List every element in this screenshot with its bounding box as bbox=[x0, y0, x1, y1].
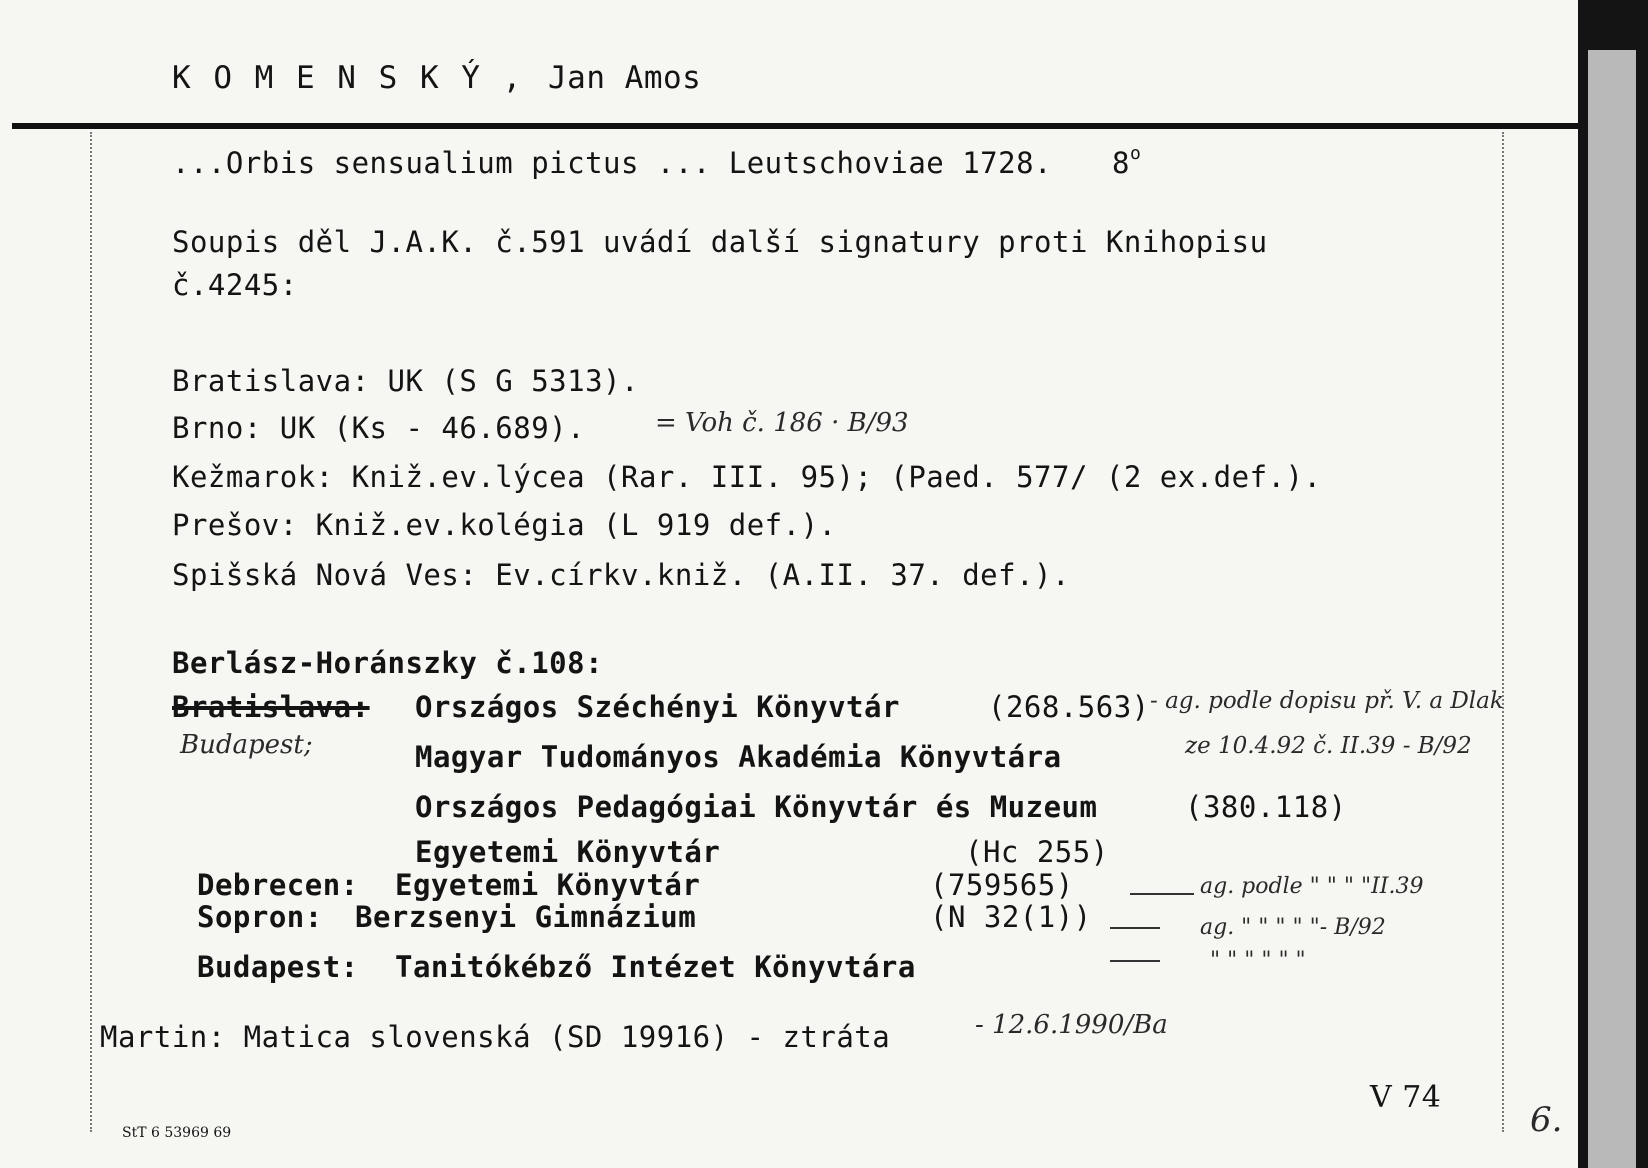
struck-city: Bratislava: bbox=[172, 690, 370, 724]
sopron-library: Berzsenyi Gimnázium bbox=[355, 900, 697, 934]
holding-bratislava: Bratislava: UK (S G 5313). bbox=[172, 364, 639, 398]
hand-note-2: ze 10.4.92 č. II.39 - B/92 bbox=[1185, 733, 1472, 759]
format-sup: o bbox=[1129, 143, 1142, 164]
berlasz-signature-3: (380.118) bbox=[1185, 790, 1347, 824]
holding-presov: Prešov: Kniž.ev.kolégia (L 919 def.). bbox=[172, 508, 837, 542]
format bbox=[1112, 143, 1142, 180]
martin-handwritten: - 12.6.1990/Ba bbox=[975, 1010, 1168, 1040]
hand-note-3: ag. podle " " " "II.39 bbox=[1200, 874, 1424, 899]
holding-kezmarok: Kežmarok: Kniž.ev.lýcea (Rar. III. 95); (Paed. 577/ (2 ex.def.). bbox=[172, 460, 1322, 494]
hand-note-1: - ag. podle dopisu př. V. a Dlak bbox=[1150, 688, 1504, 714]
brno-handwritten-note: = Voh č. 186 · B/93 bbox=[655, 408, 909, 438]
sopron-city: Sopron: bbox=[197, 900, 323, 934]
leader-line-2 bbox=[1110, 927, 1160, 929]
leader-line-3 bbox=[1110, 960, 1160, 962]
budapest-city: Budapest: bbox=[197, 950, 359, 984]
holding-spisska-nova-ves: Spišská Nová Ves: Ev.církv.kniž. (A.II. 37. def.). bbox=[172, 558, 1070, 592]
author-given-name: Jan Amos bbox=[548, 60, 702, 96]
print-code: StT 6 53969 69 bbox=[122, 1125, 232, 1141]
note-line-1: Soupis děl J.A.K. č.591 uvádí další signatury proti Knihopisu bbox=[172, 225, 1268, 259]
berlasz-signature-1: (268.563) bbox=[988, 690, 1150, 724]
handwritten-city: Budapest; bbox=[180, 730, 313, 760]
scan-edge-light bbox=[1588, 50, 1636, 1168]
debrecen-signature: (759565) bbox=[930, 868, 1074, 902]
sopron-signature: (N 32(1)) bbox=[930, 900, 1092, 934]
berlasz-signature-4: (Hc 255) bbox=[965, 835, 1109, 869]
berlasz-library-1: Országos Széchényi Könyvtár bbox=[415, 690, 900, 724]
author-surname: K O M E N S K Ý , bbox=[172, 60, 524, 96]
budapest-library: Tanitókébző Intézet Könyvtára bbox=[395, 950, 916, 984]
title-text: ...Orbis sensualium pictus ... Leutschoviae 1728. bbox=[172, 146, 1053, 180]
berlasz-library-4: Egyetemi Könyvtár bbox=[415, 835, 721, 869]
berlasz-library-2: Magyar Tudományos Akadémia Könyvtára bbox=[415, 740, 1062, 774]
debrecen-library: Egyetemi Könyvtár bbox=[395, 868, 701, 902]
martin-holding: Martin: Matica slovenská (SD 19916) - ztráta bbox=[100, 1020, 891, 1054]
berlasz-heading: Berlász-Horánszky č.108: bbox=[172, 646, 604, 680]
leader-line-1 bbox=[1130, 893, 1194, 895]
hand-note-5: " " " " " " bbox=[1210, 948, 1306, 973]
header-rule bbox=[12, 123, 1578, 129]
left-margin-dots bbox=[90, 132, 92, 1132]
hand-note-4: ag. " " " " "- B/92 bbox=[1200, 915, 1386, 940]
holding-brno: Brno: UK (Ks - 46.689). bbox=[172, 411, 586, 445]
corner-number: 6. bbox=[1530, 1100, 1563, 1140]
shelfmark: V 74 bbox=[1370, 1080, 1442, 1115]
title-line bbox=[172, 143, 1141, 180]
debrecen-city: Debrecen: bbox=[197, 868, 359, 902]
scan-edge bbox=[1578, 0, 1648, 1168]
right-margin-dots bbox=[1502, 132, 1504, 1132]
berlasz-library-3: Országos Pedagógiai Könyvtár és Muzeum bbox=[415, 790, 1098, 824]
note-line-2: č.4245: bbox=[172, 268, 298, 302]
format-base: 8 bbox=[1112, 146, 1130, 180]
